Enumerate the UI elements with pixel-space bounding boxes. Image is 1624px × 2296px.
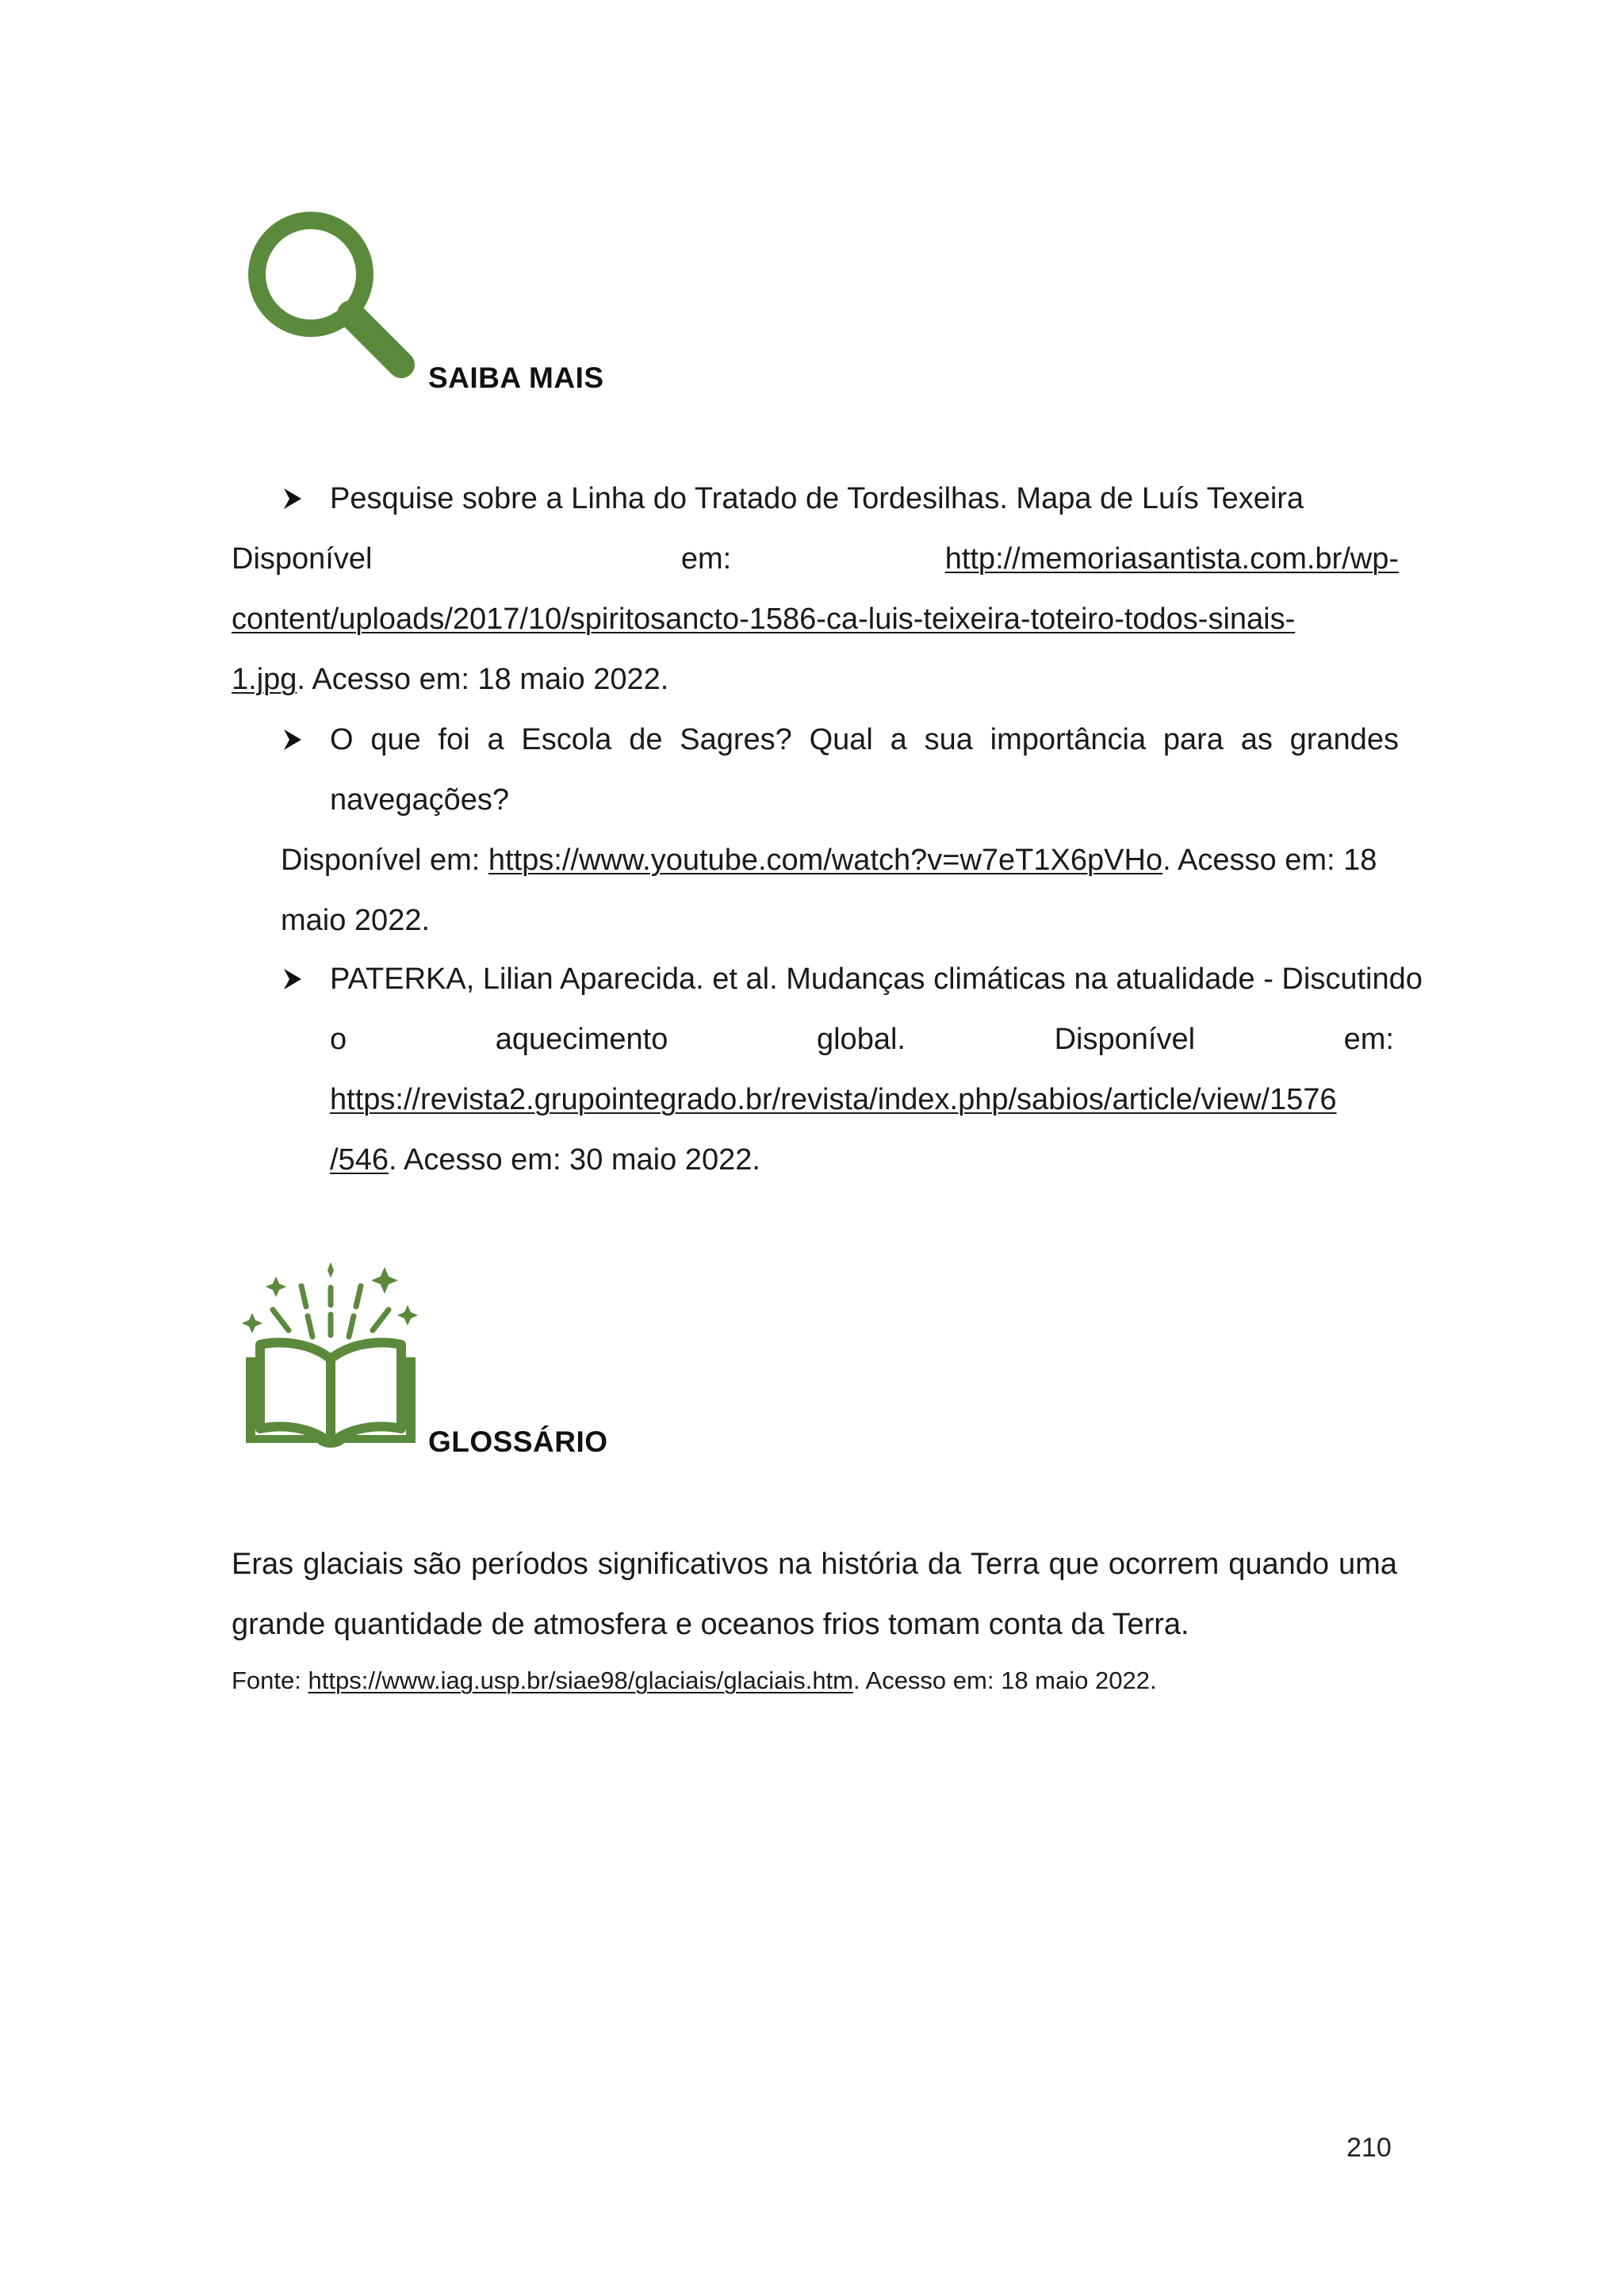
glossary-line2: grande quantidade de atmosfera e oceanos frios tomam conta da Terra.: [232, 1608, 1189, 1641]
item2-line2: navegações?: [330, 783, 510, 817]
glossary-line1-word: que: [1048, 1548, 1099, 1581]
item2-available-prefix: Disponível em:: [281, 844, 488, 877]
item3-line2-word: em:: [1343, 1023, 1394, 1056]
item2-access-suffix: . Acesso em: 18: [1162, 844, 1377, 877]
item3-line1: PATERKA, Lilian Aparecida. et al. Mudanças climáticas na atualidade - Discutindo: [330, 962, 1423, 996]
item2-line4: maio 2022.: [281, 904, 431, 937]
memoriasantista-link-part1[interactable]: http://memoriasantista.com.br/wp-: [944, 542, 1399, 576]
glossary-source: [232, 1665, 1157, 1697]
item1-line4: [232, 661, 668, 698]
item1-access-date: . Acesso em: 18 maio 2022.: [297, 663, 669, 696]
revista-link-part2[interactable]: /546: [330, 1143, 389, 1177]
open-book-icon: [238, 1259, 423, 1454]
arrow-bullet-icon: [282, 967, 303, 991]
glossary-line1-word: da: [927, 1548, 962, 1581]
page-number: 210: [1346, 2133, 1392, 2163]
magnifier-icon: [244, 208, 420, 384]
memoriasantista-link-part3[interactable]: 1.jpg: [232, 663, 297, 696]
item1-line3: [232, 601, 1295, 637]
glossary-line1-word: quando: [1228, 1548, 1330, 1581]
memoriasantista-link-part2[interactable]: content/uploads/2017/10/spiritosancto-1586-ca-luis-teixeira-toteiro-todos-sinais-: [232, 603, 1296, 636]
item1-line1: Pesquise sobre a Linha do Tratado de Tordesilhas. Mapa de Luís Texeira: [330, 482, 1304, 515]
source-suffix: . Acesso em: 18 maio 2022.: [853, 1667, 1157, 1694]
item2-line1-word: sua: [924, 723, 973, 756]
item3-line3: [330, 1081, 1337, 1118]
item3-line2-word: o: [330, 1023, 347, 1056]
youtube-link[interactable]: https://www.youtube.com/watch?v=w7eT1X6pVHo: [488, 844, 1163, 877]
arrow-bullet-icon: [282, 487, 303, 511]
item2-line1-word: O: [330, 723, 354, 756]
source-prefix: Fonte:: [232, 1667, 308, 1694]
revista-link-part1[interactable]: https://revista2.grupointegrado.br/revista/index.php/sabios/article/view/1576: [330, 1083, 1337, 1116]
item3-line2-word: aquecimento: [495, 1023, 668, 1056]
item3-line2-word: global.: [816, 1023, 906, 1056]
label-em: em:: [680, 542, 732, 576]
glossary-line1-word: na: [778, 1548, 812, 1581]
item2-line1-word: para: [1162, 723, 1224, 756]
iag-usp-link[interactable]: https://www.iag.usp.br/siae98/glaciais/glaciais.htm: [308, 1667, 853, 1694]
glossary-line1-word: Eras: [232, 1548, 294, 1581]
glossary-line1-word: história: [821, 1548, 918, 1581]
item3-line2-word: Disponível: [1054, 1023, 1196, 1056]
item2-line1-word: Sagres?: [680, 723, 792, 756]
item2-line1-word: Qual: [809, 723, 873, 756]
item2-line1-word: Escola: [521, 723, 612, 756]
label-disponivel: Disponível: [232, 542, 373, 576]
glossary-line1-word: uma: [1338, 1548, 1397, 1581]
section-title-saiba-mais: SAIBA MAIS: [428, 362, 604, 394]
glossary-line1-word: períodos: [470, 1548, 588, 1581]
item2-line1-word: importância: [990, 723, 1147, 756]
item2-line1: [330, 721, 1399, 758]
item3-access-date: . Acesso em: 30 maio 2022.: [388, 1143, 760, 1177]
item2-line1-word: as: [1240, 723, 1273, 756]
glossary-line1-word: glaciais: [303, 1548, 404, 1581]
item2-line1-word: a: [487, 723, 504, 756]
item2-line1-word: grandes: [1289, 723, 1399, 756]
glossary-line1-word: significativos: [597, 1548, 769, 1581]
item2-line1-word: a: [890, 723, 907, 756]
section-title-glossario: GLOSSÁRIO: [428, 1425, 608, 1458]
item2-line1-word: de: [629, 723, 663, 756]
glossary-line1-word: são: [412, 1548, 462, 1581]
glossary-line1-word: ocorrem: [1108, 1548, 1220, 1581]
item2-line1-word: foi: [438, 723, 470, 756]
item3-line4: [330, 1142, 760, 1178]
item2-line3: [281, 842, 1399, 878]
arrow-bullet-icon: [282, 728, 303, 752]
glossary-line1: [232, 1546, 1397, 1582]
item2-line1-word: que: [370, 723, 421, 756]
glossary-line1-word: Terra: [971, 1548, 1040, 1581]
item3-line2: [330, 1021, 1394, 1058]
item1-line2: [232, 541, 1399, 577]
